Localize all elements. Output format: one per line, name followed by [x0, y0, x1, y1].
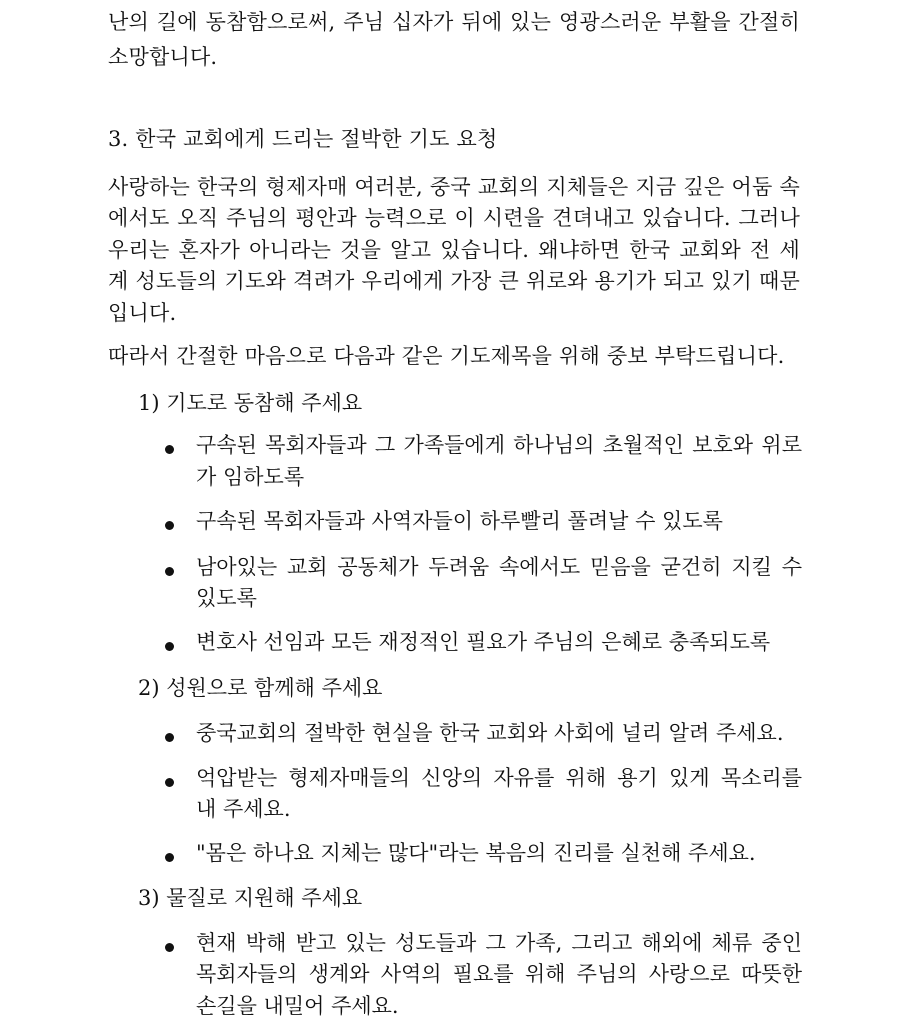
list-item: 변호사 선임과 모든 재정적인 필요가 주님의 은혜로 충족되도록: [196, 630, 771, 654]
list-item-continued: 가 임하도록: [196, 465, 305, 489]
list-item: 구속된 목회자들과 사역자들이 하루빨리 풀려날 수 있도록: [196, 509, 723, 533]
list-item: 구속된 목회자들과 그 가족들에게 하나님의 초월적인 보호와 위로: [196, 433, 802, 457]
bullet-dot: [165, 521, 174, 530]
list-item: 중국교회의 절박한 현실을 한국 교회와 사회에 널리 알려 주세요.: [196, 721, 784, 745]
bullet-dot: [165, 778, 174, 787]
bullet-dot: [165, 445, 174, 454]
paragraph-line: 사랑하는 한국의 형제자매 여러분, 중국 교회의 지체들은 지금 깊은 어둠 속: [108, 175, 800, 199]
paragraph-line: 따라서 간절한 마음으로 다음과 같은 기도제목을 위해 중보 부탁드립니다.: [108, 344, 785, 368]
list-item-continued: 손길을 내밀어 주세요.: [196, 994, 399, 1018]
list-item: "몸은 하나요 지체는 많다"라는 복음의 진리를 실천해 주세요.: [196, 841, 756, 865]
list-item: 현재 박해 받고 있는 성도들과 그 가족, 그리고 해외에 체류 중인: [196, 931, 802, 955]
paragraph-line: 에서도 오직 주님의 평안과 능력으로 이 시련을 견뎌내고 있습니다. 그러나: [108, 206, 800, 230]
list-item-continued: 내 주세요.: [196, 797, 291, 821]
subsection-title: 3) 물질로 지원해 주세요: [138, 886, 363, 910]
paragraph-line: 입니다.: [108, 301, 177, 325]
subsection-title: 2) 성원으로 함께해 주세요: [138, 676, 383, 700]
bullet-dot: [165, 642, 174, 651]
bullet-dot: [165, 943, 174, 952]
list-item: 억압받는 형제자매들의 신앙의 자유를 위해 용기 있게 목소리를: [196, 766, 802, 790]
list-item: 남아있는 교회 공동체가 두려움 속에서도 믿음을 굳건히 지킬 수: [196, 555, 802, 579]
list-item-continued: 있도록: [196, 586, 257, 610]
bullet-dot: [165, 733, 174, 742]
subsection-title: 1) 기도로 동참해 주세요: [138, 391, 363, 415]
paragraph-line: 우리는 혼자가 아니라는 것을 알고 있습니다. 왜냐하면 한국 교회와 전 세: [108, 238, 800, 262]
list-item-continued: 목회자들의 생계와 사역의 필요를 위해 주님의 사랑으로 따뜻한: [196, 962, 802, 986]
intro-line-2: 소망합니다.: [108, 45, 218, 69]
section-heading: 3. 한국 교회에게 드리는 절박한 기도 요청: [108, 127, 498, 151]
paragraph-line: 계 성도들의 기도와 격려가 우리에게 가장 큰 위로와 용기가 되고 있기 때문: [108, 269, 800, 293]
bullet-dot: [165, 567, 174, 576]
intro-line-1: 난의 길에 동참함으로써, 주님 십자가 뒤에 있는 영광스러운 부활을 간절히: [108, 10, 800, 34]
bullet-dot: [165, 853, 174, 862]
